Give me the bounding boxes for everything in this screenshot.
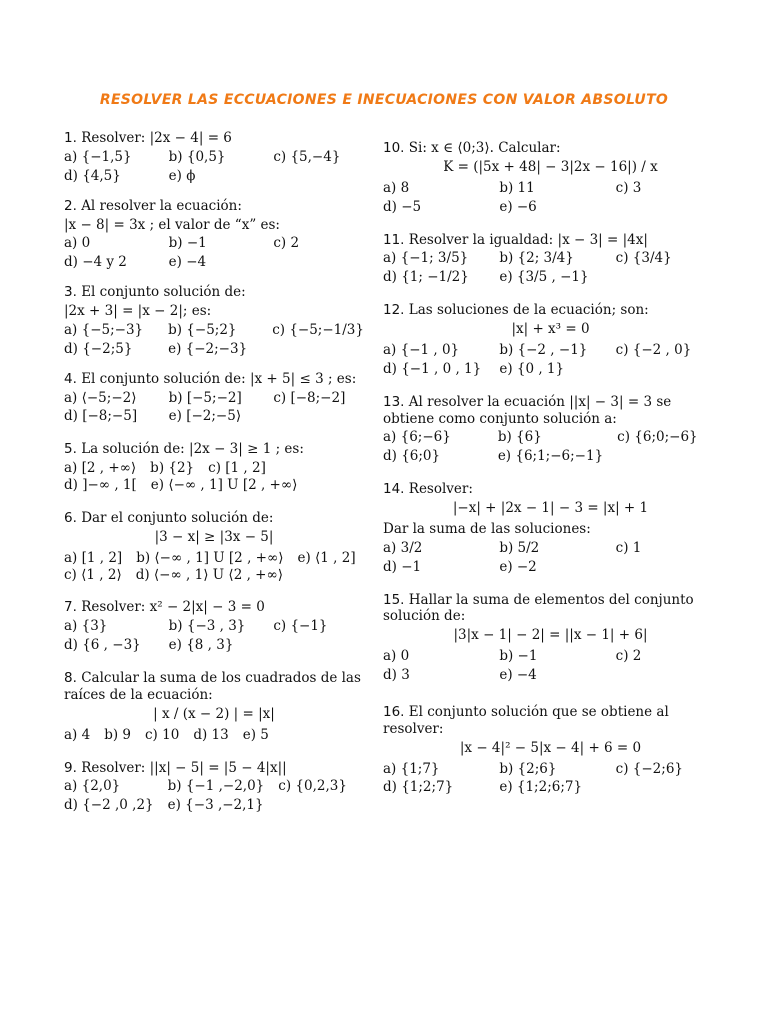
- option-e: e) ⟨−∞ , 1] U [2 , +∞⟩: [150, 477, 298, 493]
- option-e: e) {−3 ,−2,1}: [167, 797, 264, 814]
- option-c: c) {6;0;−6}: [617, 429, 698, 446]
- problem-number: 8.: [64, 670, 77, 686]
- option-d: d) {−2 ,0 ,2}: [64, 797, 154, 814]
- option-c: c) {5,−4}: [273, 148, 341, 165]
- problem-12: [383, 302, 718, 378]
- problem-number: 6.: [64, 509, 77, 526]
- option-d: d) {1;2;7}: [383, 779, 454, 796]
- problem-number: 5.: [64, 441, 77, 458]
- option-a: a) {−1 , 0}: [383, 341, 460, 358]
- option-e: e) −4: [168, 254, 207, 271]
- problem-number: 2.: [64, 197, 77, 214]
- problem-number: 1.: [64, 130, 77, 146]
- problem-statement: Si: x ∈ ⟨0;3⟩. Calcular:: [408, 140, 561, 156]
- option-d: d) ⟨−∞ , 1⟩ U ⟨2 , +∞⟩: [135, 566, 283, 583]
- option-c: c) ⟨1 , 2⟩: [64, 566, 122, 583]
- option-a: a) {3}: [64, 618, 108, 635]
- problem-number: 11.: [383, 231, 405, 248]
- problem-number: 13.: [383, 393, 405, 410]
- problem-15: [383, 592, 718, 684]
- problem-3: [64, 284, 364, 358]
- option-c: c) {−1}: [273, 618, 328, 635]
- problem-13: [383, 394, 718, 466]
- problem-statement: Dar el conjunto solución de:: [81, 509, 274, 526]
- problem-2: [64, 198, 364, 272]
- problem-statement: Al resolver la ecuación ||x| − 3| = 3 se obtiene como conjunto solución a:: [383, 393, 672, 427]
- option-a: a) {6;−6}: [383, 429, 451, 446]
- option-e: e) −4: [499, 667, 537, 683]
- problem-statement: Resolver:: [408, 481, 473, 498]
- option-d: d) 13: [193, 726, 229, 743]
- option-b: b) 11: [499, 179, 535, 196]
- problem-10: [383, 140, 718, 216]
- option-a: a) [2 , +∞⟩: [64, 460, 137, 477]
- option-e: e) {−2;−3}: [168, 340, 248, 357]
- option-c: c) 2: [273, 235, 300, 252]
- problem-statement: El conjunto solución que se obtiene al resolver:: [383, 703, 669, 737]
- option-b: b) {−2 , −1}: [499, 341, 588, 358]
- option-b: b) {−3 , 3}: [168, 618, 246, 635]
- option-c: c) {3/4}: [615, 250, 672, 267]
- option-b: b) ⟨−∞ , 1] U [2 , +∞⟩: [136, 549, 284, 566]
- problem-7: [64, 599, 364, 654]
- problem-1: [64, 130, 364, 185]
- option-a: a) {2,0}: [64, 778, 121, 795]
- option-d: d) ]−∞ , 1[: [64, 477, 137, 493]
- option-b: b) {−1 ,−2,0}: [167, 778, 265, 795]
- option-d: d) {−2;5}: [64, 340, 133, 357]
- option-b: b) 5/2: [499, 539, 540, 556]
- option-a: a) 4: [64, 726, 91, 743]
- option-b: b) −1: [168, 235, 207, 252]
- option-c: c) {−2 , 0}: [615, 341, 692, 358]
- option-c: c) {0,2,3}: [278, 778, 347, 795]
- option-d: d) {6 , −3}: [64, 637, 141, 654]
- problem-statement: Hallar la suma de elementos del conjunto solución de:: [383, 591, 694, 625]
- problem-4: [64, 371, 364, 426]
- option-e: e) ⟨1 , 2]: [297, 549, 356, 566]
- option-d: d) −4 y 2: [64, 254, 127, 271]
- problem-number: 10.: [383, 140, 405, 156]
- option-e: e) {8 , 3}: [168, 637, 234, 654]
- option-a: a) 8: [383, 179, 410, 196]
- problem-statement: Las soluciones de la ecuación; son:: [408, 302, 649, 319]
- problem-statement: Resolver la igualdad: |x − 3| = |4x|: [408, 231, 648, 248]
- problem-9: [64, 760, 364, 815]
- option-a: a) {−1,5}: [64, 148, 132, 165]
- option-c: c) 2: [615, 648, 642, 665]
- option-c: c) 1: [615, 539, 642, 556]
- option-e: e) −6: [499, 198, 537, 215]
- problem-statement: Calcular la suma de los cuadrados de las raíces de la ecuación:: [64, 670, 361, 703]
- option-d: d) 3: [383, 667, 410, 683]
- option-b: b) 9: [104, 726, 131, 743]
- problem-number: 14.: [383, 481, 405, 498]
- problem-equation: | x / (x − 2) | = |x|: [153, 705, 275, 722]
- option-e: e) [−2;−5⟩: [168, 408, 242, 425]
- problem-number: 3.: [64, 284, 77, 301]
- option-b: b) {2}: [150, 460, 195, 477]
- option-a: a) 3/2: [383, 539, 423, 556]
- problem-11: [383, 232, 718, 287]
- problem-8: [64, 670, 364, 744]
- option-b: b) {2;6}: [499, 760, 557, 777]
- option-c: c) 3: [615, 179, 642, 196]
- problem-statement: La solución de: |2x − 3| ≥ 1 ; es:: [81, 441, 304, 458]
- problem-6: [64, 510, 364, 584]
- option-a: a) {−5;−3}: [64, 321, 144, 338]
- option-e: e) 5: [242, 726, 269, 743]
- problem-equation: |2x + 3| = |x − 2|; es:: [64, 303, 212, 319]
- problem-statement: Al resolver la ecuación:: [81, 197, 242, 214]
- option-d: d) −1: [383, 558, 422, 575]
- option-b: b) {0,5}: [168, 148, 226, 165]
- option-c: c) [1 , 2]: [208, 460, 266, 477]
- problem-equation: |3|x − 1| − 2| = ||x − 1| + 6|: [453, 627, 648, 644]
- option-c: c) 10: [145, 726, 180, 743]
- option-d: d) −5: [383, 198, 422, 215]
- option-c: c) {−5;−1/3}: [272, 321, 364, 338]
- option-d: d) {1; −1/2}: [383, 269, 469, 286]
- option-b: b) −1: [499, 648, 538, 665]
- problem-number: 7.: [64, 599, 77, 616]
- option-a: a) {−1; 3/5}: [383, 250, 469, 267]
- option-a: a) [1 , 2]: [64, 549, 123, 566]
- left-column: [64, 130, 364, 814]
- option-c: c) {−2;6}: [615, 760, 683, 777]
- problem-number: 9.: [64, 759, 77, 776]
- option-e: e) {6;1;−6;−1}: [497, 448, 604, 465]
- problem-equation: |−x| + |2x − 1| − 3 = |x| + 1: [452, 500, 649, 516]
- option-d: d) {6;0}: [383, 448, 441, 465]
- problem-number: 16.: [383, 703, 405, 720]
- right-column: [383, 140, 718, 796]
- problem-statement: Resolver: ||x| − 5| = |5 − 4|x||: [81, 759, 287, 776]
- option-b: b) {−5;2}: [168, 321, 237, 338]
- problem-equation: |3 − x| ≥ |3x − 5|: [154, 528, 274, 545]
- problem-number: 15.: [383, 591, 405, 608]
- option-e: e) {1;2;6;7}: [499, 779, 583, 796]
- option-e: e) −2: [499, 558, 537, 575]
- option-d: d) {−1 , 0 , 1}: [383, 360, 482, 377]
- problem-statement: Resolver: x² − 2|x| − 3 = 0: [81, 599, 265, 616]
- option-b: b) {6}: [497, 429, 542, 446]
- option-e: e) {0 , 1}: [499, 360, 565, 377]
- problem-number: 12.: [383, 302, 405, 319]
- problem-statement: Resolver: |2x − 4| = 6: [81, 130, 232, 146]
- option-a: a) 0: [64, 235, 91, 252]
- option-e: e) ϕ: [168, 167, 196, 184]
- option-a: a) {1;7}: [383, 760, 440, 777]
- option-c: c) [−8;−2]: [273, 389, 346, 406]
- option-b: b) {2; 3/4}: [499, 250, 574, 267]
- problem-statement: El conjunto solución de:: [81, 284, 246, 301]
- option-b: b) [−5;−2]: [168, 389, 242, 406]
- problem-equation: |x − 4|² − 5|x − 4| + 6 = 0: [459, 739, 642, 756]
- option-d: d) [−8;−5]: [64, 408, 138, 425]
- problem-number: 4.: [64, 370, 77, 387]
- problem-equation: |x| + x³ = 0: [511, 321, 590, 337]
- problem-subquestion: Dar la suma de las soluciones:: [383, 520, 591, 537]
- problem-14: [383, 481, 718, 575]
- page-title: RESOLVER LAS ECCUACIONES E INECUACIONES CON VALOR ABSOLUTO: [99, 92, 669, 108]
- option-e: e) {3/5 , −1}: [499, 269, 589, 286]
- option-a: a) ⟨−5;−2⟩: [64, 389, 137, 406]
- problem-16: [383, 704, 718, 796]
- problem-equation: |x − 8| = 3x ; el valor de “x” es:: [64, 216, 280, 233]
- option-a: a) 0: [383, 648, 410, 665]
- problem-5: [64, 441, 364, 494]
- option-d: d) {4,5}: [64, 167, 121, 184]
- problem-equation: K = (|5x + 48| − 3|2x − 16|) / x: [443, 158, 658, 175]
- problem-statement: El conjunto solución de: |x + 5| ≤ 3 ; es:: [81, 370, 357, 387]
